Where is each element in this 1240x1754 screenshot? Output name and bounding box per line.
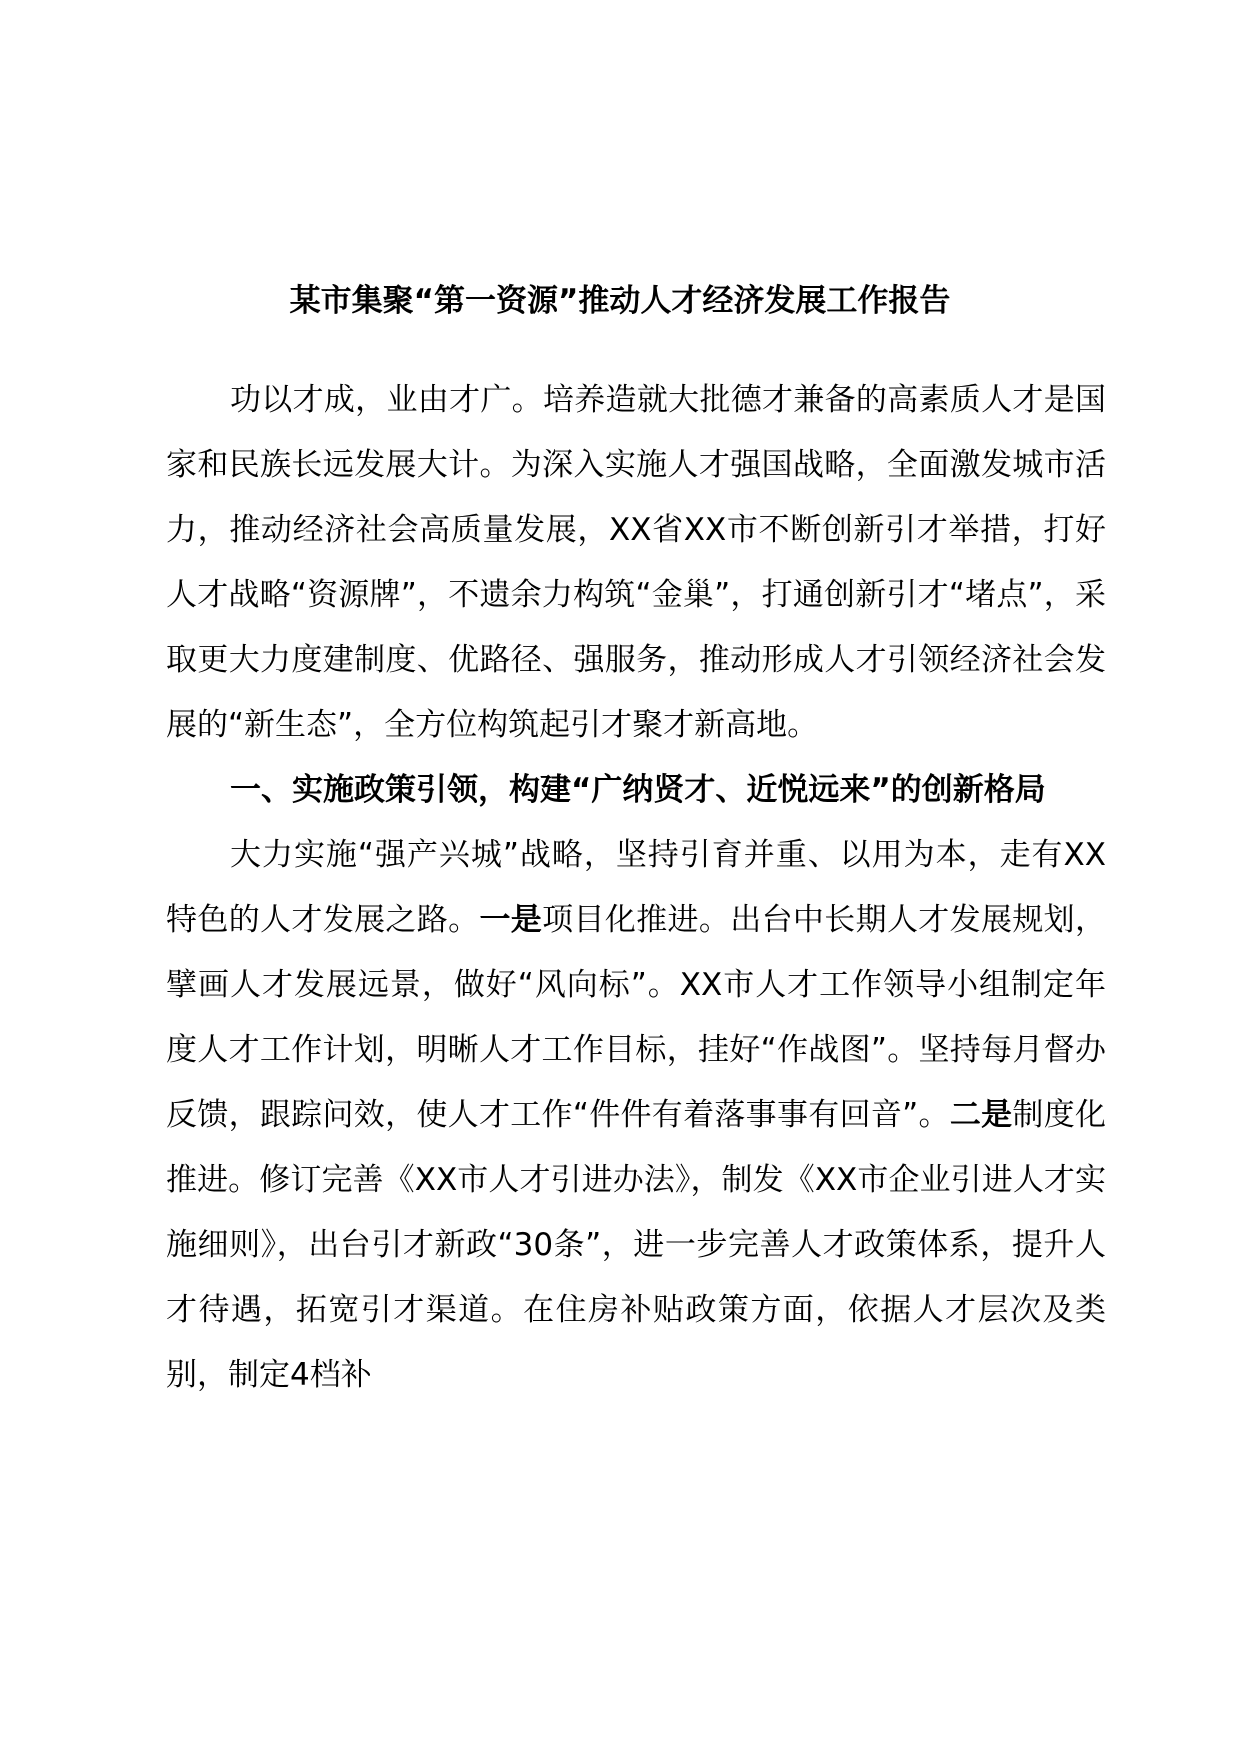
intro-paragraph: 功以才成，业由才广。培养造就大批德才兼备的高素质人才是国家和民族长远发展大计。为深入实施人才强国战略，全面激发城市活力，推动经济社会高质量发展，XX省XX市不断创新引才举措，打好人才战略“资源牌”，不遗余力构筑“金巢”，打通创新引才“堵点”，采取更大力度建制度、优路径、强服务，推动形成人才引领经济社会发展的“新生态”，全方位构筑起引才聚才新高地。 <box>166 382 1106 743</box>
document-title: 某市集聚“第一资源”推动人才经济发展工作报告 <box>289 283 951 319</box>
section-1-heading: 一、实施政策引领，构建“广纳贤才、近悦远来”的创新格局 <box>230 772 1046 808</box>
section-1-marker-1: 一是 <box>479 902 543 938</box>
section-1-paragraph <box>166 823 1106 1408</box>
section-1-text-b: 项目化推进。出台中长期人才发展规划，擘画人才发展远景，做好“风向标”。XX市人才工作领导小组制定年度人才工作计划，明晰人才工作目标，挂好“作战图”。坚持每月督办反馈，跟踪问效，使人才工作“件件有着落事事有回音”。 <box>166 902 1107 1133</box>
section-1-text-a: 大力实施“强产兴城”战略，坚持引育并重、以用为本，走有XX特色的人才发展之路。 <box>166 837 1106 938</box>
section-1-text-c: 制度化推进。修订完善《XX市人才引进办法》，制发《XX市企业引进人才实施细则》，出台引才新政“30条”，进一步完善人才政策体系，提升人才待遇，拓宽引才渠道。在住房补贴政策方面，依据人才层次及类别，制定4档补 <box>166 1097 1106 1393</box>
document-body <box>166 368 1106 1408</box>
section-1-marker-2: 二是 <box>949 1097 1013 1133</box>
